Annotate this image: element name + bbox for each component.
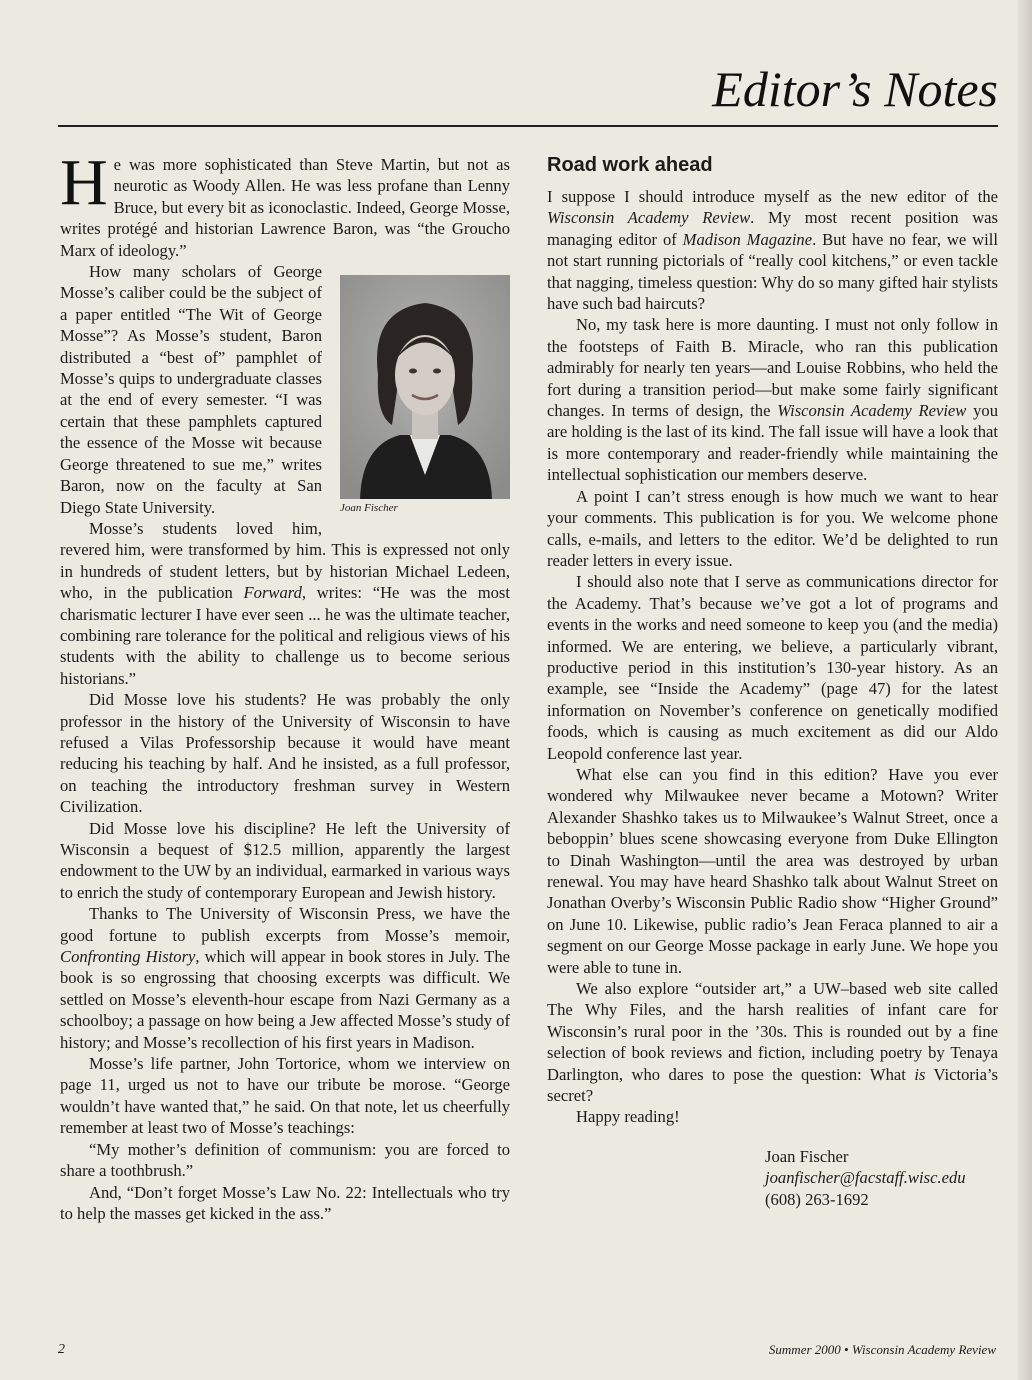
right-paragraph-3: A point I can’t stress enough is how much we want to hear your comments. This publication is for you. We welcome phone calls, e-mails, and letters to the editor. We’d be delighted to run reader letters in every issue.	[547, 486, 998, 570]
header-rule	[58, 125, 998, 127]
right-column	[547, 152, 998, 1210]
photo-figure	[340, 275, 510, 515]
right-paragraph-4: I should also note that I serve as communications director for the Academy. That’s because we’ve got a lot of programs and events in the works and need someone to keep you (and the media) informed. We are entering, we believe, a particularly vibrant, productive period in this institution’s 130-year history. As an example, see “Inside the Academy” (page 47) for the latest information on November’s conference on genetically modified foods, which is causing as much excitement as did our Aldo Leopold conference last year.	[547, 572, 998, 763]
drop-cap: H	[60, 146, 108, 219]
signature-email: joanfischer@facstaff.wisc.edu	[765, 1168, 966, 1188]
left-paragraph-6: Thanks to The University of Wisconsin Press, we have the good fortune to publish excerpts from Mosse’s memoir, Confronting History, which will appear in book stores in July. The book is so engrossing that choosing excerpts was difficult. We settled on Mosse’s eleventh-hour escape from Nazi Germany as a schoolboy; a passage on how being a Jew affected Mosse’s study of history; and Mosse’s recollection of his first years in Madison.	[60, 904, 510, 1052]
right-paragraph-1: I suppose I should introduce myself as the new editor of the Wisconsin Academy Review. My most recent position was managing editor of Madison Magazine. But have no fear, we will not start running pictorials of “really cool kitchens,” or even tackle that nagging, timeless question: Why do so many gifted hair stylists have such bad haircuts?	[547, 187, 999, 314]
left-paragraph-5: Did Mosse love his discipline? He left the University of Wisconsin a bequest of $12.5 million, apparently the largest endowment to the UW by an individual, earmarked in various ways to enrich the study of contemporary European and Jewish history.	[60, 818, 510, 902]
right-paragraph-5: What else can you find in this edition? Have you ever wondered why Milwaukee never became a Motown? Writer Alexander Shashko takes us to Milwaukee’s Walnut Street, once a beboppin’ blues scene showcasing everyone from Duke Ellington to Dinah Washington—until the area was destroyed by urban renewal. You may have heard Shashko talk about Walnut Street on Jonathan Overby’s Wisconsin Public Radio show “Higher Ground” on June 10. Likewise, public radio’s Jean Feraca planned to air a segment on our George Mosse package in early June. We hope you were able to tune in.	[547, 764, 998, 977]
right-paragraph-2: No, my task here is more daunting. I must not only follow in the footsteps of Faith B. Miracle, who ran this publication admirably for nearly ten years—and Louise Robbins, who held the fort during a transition period—but make some fairly significant changes. In terms of design, the Wisconsin Academy Review you are holding is the last of its kind. The fall issue will have a look that is more contemporary and reader-friendly while maintaining the intellectual sophistication our members deserve.	[547, 315, 998, 485]
page-edge-shadow	[1018, 0, 1032, 1380]
signature-block	[765, 1146, 998, 1210]
left-column	[60, 146, 510, 1224]
left-paragraph-1: He was more sophisticated than Steve Martin, but not as neurotic as Woody Allen. He was less profane than Lenny Bruce, but every bit as iconoclastic. Indeed, George Mosse, writes protégé and historian Lawrence Baron, was “the Groucho Marx of ideology.”	[60, 146, 510, 260]
page-number: 2	[58, 1342, 65, 1357]
signature-name: Joan Fischer	[765, 1146, 849, 1166]
section-heading: Road work ahead	[547, 154, 713, 176]
footer-issue: Summer 2000 • Wisconsin Academy Review	[768, 1342, 996, 1357]
left-paragraph-3: Mosse’s students loved him, revered him, were transformed by him. This is expressed not only in hundreds of student letters, but by historian Michael Ledeen, who, in the publication Forward, writes: “He was the most charismatic lecturer I have ever seen ... he was the ultimate teacher, combining rare tolerance for the political and religious views of his students with the ability to challenge us to become serious historians.”	[60, 518, 510, 688]
left-paragraph-7: Mosse’s life partner, John Tortorice, whom we interview on page 11, urged us not to have our tribute be morose. “George wouldn’t have wanted that,” he said. On that note, let us cheerfully remember at least two of Mosse’s teachings:	[60, 1054, 510, 1138]
photo-caption: Joan Fischer	[340, 502, 398, 515]
left-paragraph-9: And, “Don’t forget Mosse’s Law No. 22: Intellectuals who try to help the masses get kicked in the ass.”	[60, 1182, 510, 1223]
page-title: Editor’s Notes	[712, 61, 998, 117]
right-paragraph-7: Happy reading!	[576, 1107, 680, 1127]
portrait-photo	[340, 275, 510, 499]
left-paragraph-2: Joan Fischer How many scholars of George Mosse’s caliber could be the subject of a paper entitled “The Wit of George Mosse”? As Mosse’s student, Baron distributed a “best of” pamphlet of Mosse’s quips to undergraduate classes at the end of every semester. “I was certain that these pamphlets captured the essence of the Mosse wit because George threatened to sue me,” writes Baron, now on the faculty at San Diego State University.	[60, 261, 510, 518]
left-paragraph-8: “My mother’s definition of communism: you are forced to share a toothbrush.”	[60, 1139, 510, 1181]
right-paragraph-6: We also explore “outsider art,” a UW–based web site called The Why Files, and the harsh realities of infant care for Wisconsin’s rural poor in the ’30s. This is rounded out by a fine selection of book reviews and fiction, including poetry by Tenaya Darlington, who dares to pose the question: What is Victoria’s secret?	[547, 979, 998, 1106]
left-paragraph-4: Did Mosse love his students? He was probably the only professor in the history of the University of Wisconsin to have refused a Vilas Professorship because it would have meant reducing his teaching by half. And he insisted, as a full professor, on teaching the introductory freshman survey in Western Civilization.	[60, 690, 510, 817]
signature-phone: (608) 263-1692	[765, 1189, 869, 1209]
